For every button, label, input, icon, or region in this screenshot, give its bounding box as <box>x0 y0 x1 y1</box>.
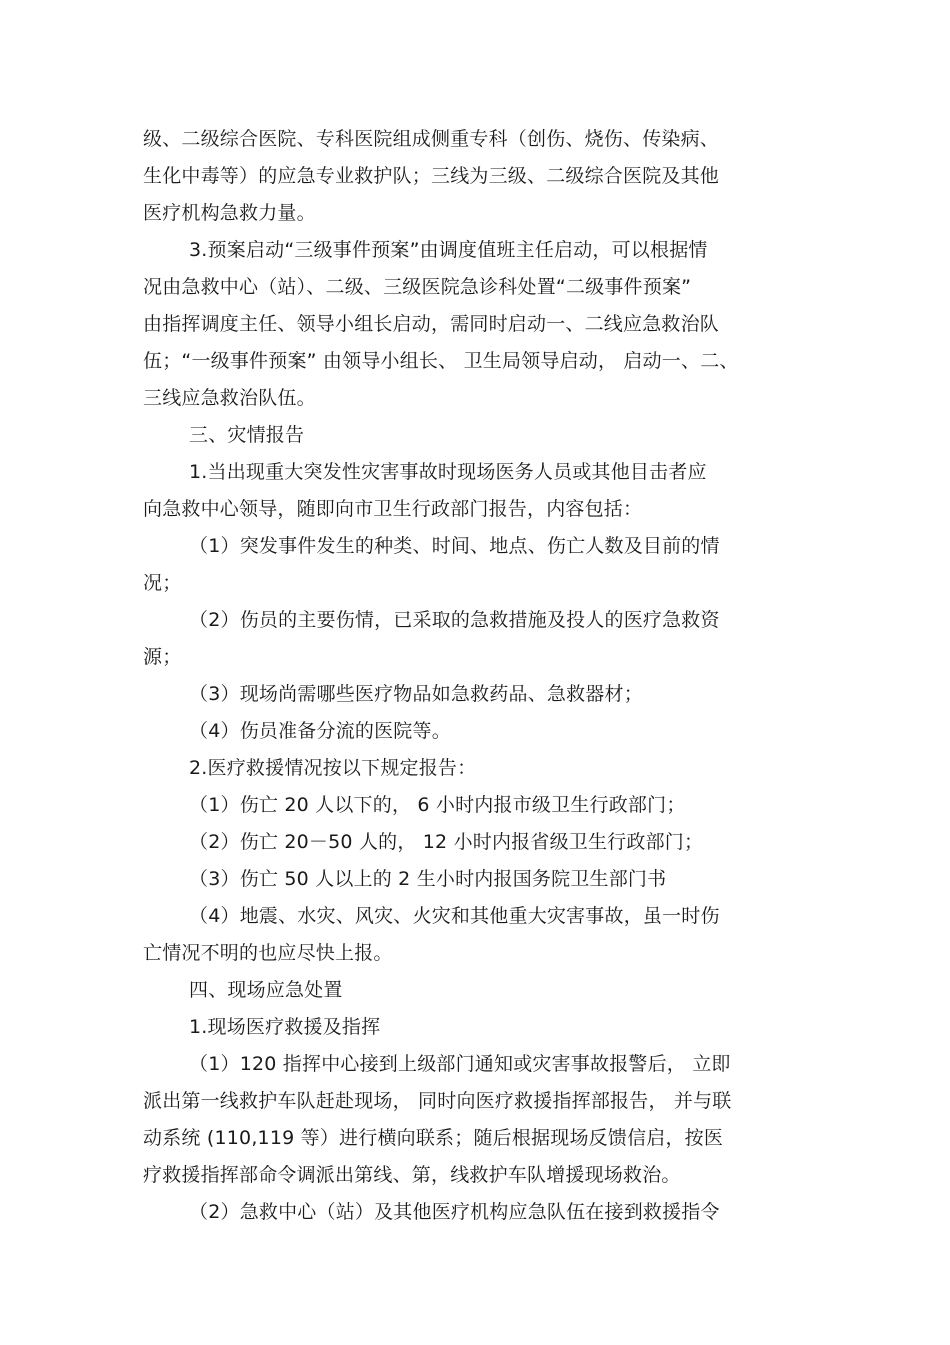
section-heading: 四、现场应急处置 <box>189 979 343 1001</box>
text-line: 亡情况不明的也应尽快上报。 <box>143 942 393 964</box>
text-line: 况由急救中心（站）、二级、三级医院急诊科处置“二级事件预案” <box>143 276 692 298</box>
text-line: 3.预案启动“三级事件预案”由调度值班主任启动，可以根据情 <box>189 239 708 261</box>
text-line: 级、二级综合医院、专科医院组成侧重专科（创伤、烧伤、传染病、 <box>143 128 720 150</box>
text-line: 三线应急救治队伍。 <box>143 387 316 409</box>
text-line: （2）伤亡 20－50 人的， 12 小时内报省级卫生行政部门； <box>189 831 704 853</box>
text-line: （3）现场尚需哪些医疗物品如急救药品、急救器材； <box>189 683 643 705</box>
text-line: 1.当出现重大突发性灾害事故时现场医务人员或其他目击者应 <box>189 461 707 483</box>
text-line: 生化中毒等）的应急专业救护队；三线为三级、二级综合医院及其他 <box>143 165 720 187</box>
text-line: 派出第一线救护车队赶赴现场， 同时向医疗救援指挥部报告， 并与联 <box>143 1090 732 1112</box>
text-line: 医疗机构急救力量。 <box>143 202 316 224</box>
text-line: 2.医疗救援情况按以下规定报告： <box>189 757 477 779</box>
text-line: （3）伤亡 50 人以上的 2 生小时内报国务院卫生部门书 <box>189 868 667 890</box>
text-line: （2）伤员的主要伤情，已采取的急救措施及投人的医疗急救资 <box>189 609 720 631</box>
section-heading: 三、灾情报告 <box>189 424 305 446</box>
text-line: 况； <box>143 572 182 594</box>
text-line: 动系统 (110,119 等）进行横向联系；随后根据现场反馈信启，按医 <box>143 1127 724 1149</box>
text-line: （2）急救中心（站）及其他医疗机构应急队伍在接到救援指令 <box>189 1201 720 1223</box>
text-line: 由指挥调度主任、领导小组长启动，需同时启动一、二线应急救治队 <box>143 313 720 335</box>
text-line: （4）地震、水灾、风灾、火灾和其他重大灾害事故，虽一时伤 <box>189 905 720 927</box>
text-line: （4）伤员准备分流的医院等。 <box>189 720 451 742</box>
text-line: 疗救援指挥部命令调派出第线、第，线救护车队增援现场救治。 <box>143 1164 681 1186</box>
text-line: （1）突发事件发生的种类、时间、地点、伤亡人数及目前的情 <box>189 535 720 557</box>
text-line: 1.现场医疗救援及指挥 <box>189 1016 381 1038</box>
text-line: （1）120 指挥中心接到上级部门通知或灾害事故报警后， 立即 <box>189 1053 731 1075</box>
text-line: 源； <box>143 646 182 668</box>
text-line: 伍；“一级事件预案” 由领导小组长、 卫生局领导启动， 启动一、二、 <box>143 350 739 372</box>
text-line: 向急救中心领导，随即向市卫生行政部门报告，内容包括： <box>143 498 643 520</box>
text-line: （1）伤亡 20 人以下的， 6 小时内报市级卫生行政部门； <box>189 794 686 816</box>
